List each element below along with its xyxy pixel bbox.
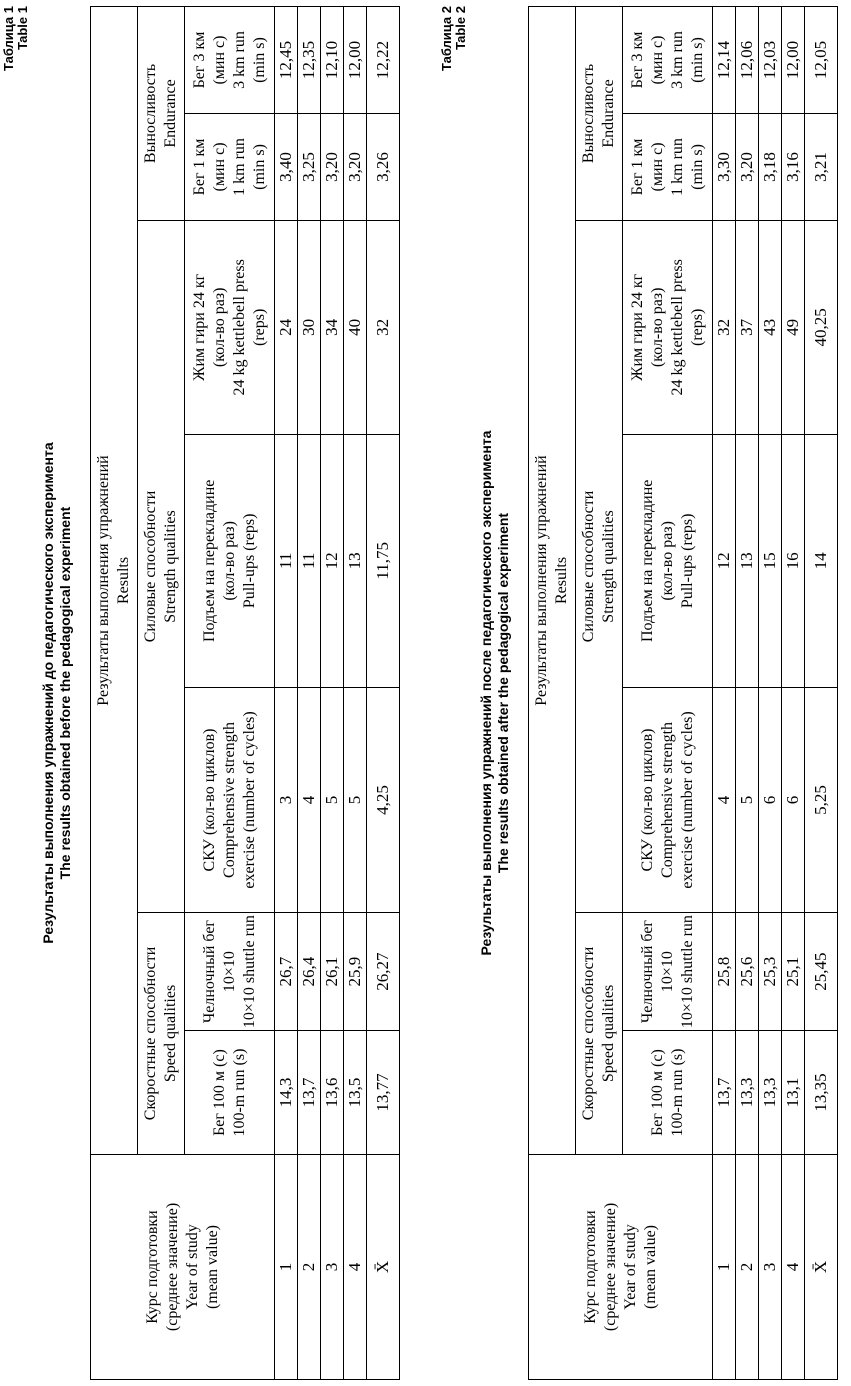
run-1km-cell: 3,40: [275, 114, 298, 221]
sku-cell: 5: [736, 687, 759, 912]
endurance-header: Выносливость Endurance: [138, 7, 185, 221]
kettlebell-press-cell: 43: [759, 220, 782, 434]
sku-cell: 4: [713, 687, 736, 912]
kettlebell-press-cell: 37: [736, 220, 759, 434]
run-3km-cell: 12,00: [344, 7, 367, 114]
shuttle-run-cell: 25,8: [713, 913, 736, 1031]
table-1-number: [2, 6, 30, 71]
run-100m-cell: 13,1: [782, 1031, 805, 1155]
run-100m-cell: 13,7: [713, 1031, 736, 1155]
sku-cell: 6: [782, 687, 805, 912]
table-title-en: The results obtained before the pedagogical experiment: [57, 506, 73, 880]
strength-qualities-header: Силовые способности Strength qualities: [576, 220, 623, 912]
kettlebell-press-cell: 30: [298, 220, 321, 434]
pull-ups-cell: 14: [805, 434, 838, 687]
shuttle-run-cell: 25,1: [782, 913, 805, 1031]
table-title-en: The results obtained after the pedagogical experiment: [495, 512, 511, 874]
sku-header: СКУ (кол-во циклов) Comprehensive strength exercise (number of cycles): [185, 687, 275, 912]
run-1km-header: Бег 1 км (мин с) 1 km run (min s): [623, 114, 713, 221]
year-cell: 4: [344, 1154, 367, 1379]
run-100m-cell: 13,6: [321, 1031, 344, 1155]
run-100m-header: Бег 100 м (с) 100-m run (s): [185, 1031, 275, 1155]
results-header: Результаты выполнения упражнений Results: [91, 7, 138, 1155]
table-title-ru: Результаты выполнения упражнений после педагогического эксперимента: [478, 430, 494, 956]
run-100m-cell: 13,7: [298, 1031, 321, 1155]
shuttle-run-cell: 25,45: [805, 913, 838, 1031]
table-row: [275, 7, 298, 1380]
kettlebell-press-cell: 32: [713, 220, 736, 434]
table-2-title: [478, 0, 512, 1386]
table-1-title: [40, 0, 74, 1386]
table-row: [782, 7, 805, 1380]
kettlebell-press-cell: 40: [344, 220, 367, 434]
run-3km-cell: 12,35: [298, 7, 321, 114]
run-3km-cell: 12,05: [805, 7, 838, 114]
table-2-number: [440, 6, 468, 71]
pull-ups-cell: 15: [759, 434, 782, 687]
sku-cell: 4: [298, 687, 321, 912]
table-number-ru: Таблица 2: [439, 6, 454, 72]
table-number-ru: Таблица 1: [1, 6, 16, 72]
sku-cell: 3: [275, 687, 298, 912]
run-1km-cell: 3,21: [805, 114, 838, 221]
run-1km-cell: 3,16: [782, 114, 805, 221]
mean-symbol-cell: X̄: [367, 1154, 400, 1379]
run-3km-cell: 12,03: [759, 7, 782, 114]
results-table-2: [528, 6, 838, 1380]
year-cell: 2: [736, 1154, 759, 1379]
run-1km-cell: 3,20: [736, 114, 759, 221]
shuttle-run-cell: 26,7: [275, 913, 298, 1031]
run-3km-cell: 12,45: [275, 7, 298, 114]
pull-ups-header: Подъем на перекладине (кол-во раз) Pull-ups (reps): [185, 434, 275, 687]
shuttle-run-cell: 26,27: [367, 913, 400, 1031]
kettlebell-press-cell: 40,25: [805, 220, 838, 434]
speed-qualities-header: Скоростные способности Speed qualities: [576, 913, 623, 1155]
table-row: [759, 7, 782, 1380]
sku-cell: 5,25: [805, 687, 838, 912]
run-100m-cell: 14,3: [275, 1031, 298, 1155]
kettlebell-press-cell: 32: [367, 220, 400, 434]
run-1km-cell: 3,20: [344, 114, 367, 221]
pull-ups-cell: 12: [321, 434, 344, 687]
sku-cell: 6: [759, 687, 782, 912]
run-100m-header: Бег 100 м (с) 100-m run (s): [623, 1031, 713, 1155]
run-100m-cell: 13,35: [805, 1031, 838, 1155]
year-of-study-header: Курс подготовки (среднее значение) Year of study (mean value): [91, 1154, 275, 1379]
results-header: Результаты выполнения упражнений Results: [529, 7, 576, 1155]
table-row: [321, 7, 344, 1380]
results-table-1: [90, 6, 400, 1380]
speed-qualities-header: Скоростные способности Speed qualities: [138, 913, 185, 1155]
run-3km-header: Бег 3 км (мин с) 3 km run (min s): [623, 7, 713, 114]
year-of-study-header: Курс подготовки (среднее значение) Year of study (mean value): [529, 1154, 713, 1379]
run-100m-cell: 13,3: [759, 1031, 782, 1155]
pull-ups-cell: 11,75: [367, 434, 400, 687]
kettlebell-press-cell: 34: [321, 220, 344, 434]
year-cell: 1: [713, 1154, 736, 1379]
shuttle-run-cell: 26,1: [321, 913, 344, 1031]
run-3km-cell: 12,22: [367, 7, 400, 114]
kettlebell-press-header: Жим гири 24 кг (кол-во раз) 24 kg kettlebell press (reps): [185, 220, 275, 434]
mean-row: [367, 7, 400, 1380]
year-cell: 3: [321, 1154, 344, 1379]
run-1km-cell: 3,20: [321, 114, 344, 221]
table-row: [736, 7, 759, 1380]
run-1km-cell: 3,30: [713, 114, 736, 221]
table-row: [713, 7, 736, 1380]
run-1km-cell: 3,18: [759, 114, 782, 221]
year-cell: 1: [275, 1154, 298, 1379]
run-3km-cell: 12,06: [736, 7, 759, 114]
year-cell: 2: [298, 1154, 321, 1379]
pull-ups-cell: 11: [298, 434, 321, 687]
shuttle-run-cell: 25,9: [344, 913, 367, 1031]
shuttle-run-cell: 25,3: [759, 913, 782, 1031]
shuttle-run-header: Челночный бег 10×10 10×10 shuttle run: [623, 913, 713, 1031]
run-100m-cell: 13,5: [344, 1031, 367, 1155]
pull-ups-cell: 12: [713, 434, 736, 687]
run-3km-header: Бег 3 км (мин с) 3 km run (min s): [185, 7, 275, 114]
run-1km-header: Бег 1 км (мин с) 1 km run (min s): [185, 114, 275, 221]
run-1km-cell: 3,26: [367, 114, 400, 221]
mean-row: [805, 7, 838, 1380]
table-row: [344, 7, 367, 1380]
pull-ups-header: Подъем на перекладине (кол-во раз) Pull-ups (reps): [623, 434, 713, 687]
shuttle-run-cell: 25,6: [736, 913, 759, 1031]
run-3km-cell: 12,10: [321, 7, 344, 114]
sku-cell: 4,25: [367, 687, 400, 912]
pull-ups-cell: 13: [344, 434, 367, 687]
kettlebell-press-cell: 49: [782, 220, 805, 434]
shuttle-run-cell: 26,4: [298, 913, 321, 1031]
run-100m-cell: 13,77: [367, 1031, 400, 1155]
table-row: [298, 7, 321, 1380]
pull-ups-cell: 16: [782, 434, 805, 687]
table-number-en: Table 1: [15, 6, 30, 50]
run-3km-cell: 12,00: [782, 7, 805, 114]
year-cell: 3: [759, 1154, 782, 1379]
pull-ups-cell: 13: [736, 434, 759, 687]
year-cell: 4: [782, 1154, 805, 1379]
run-3km-cell: 12,14: [713, 7, 736, 114]
shuttle-run-header: Челночный бег 10×10 10×10 shuttle run: [185, 913, 275, 1031]
sku-header: СКУ (кол-во циклов) Comprehensive strength exercise (number of cycles): [623, 687, 713, 912]
table-title-ru: Результаты выполнения упражнений до педагогического эксперимента: [40, 442, 56, 944]
pull-ups-cell: 11: [275, 434, 298, 687]
sku-cell: 5: [344, 687, 367, 912]
run-1km-cell: 3,25: [298, 114, 321, 221]
table-number-en: Table 2: [453, 6, 468, 50]
kettlebell-press-cell: 24: [275, 220, 298, 434]
sku-cell: 5: [321, 687, 344, 912]
kettlebell-press-header: Жим гири 24 кг (кол-во раз) 24 kg kettlebell press (reps): [623, 220, 713, 434]
run-100m-cell: 13,3: [736, 1031, 759, 1155]
endurance-header: Выносливость Endurance: [576, 7, 623, 221]
strength-qualities-header: Силовые способности Strength qualities: [138, 220, 185, 912]
mean-symbol-cell: X̄: [805, 1154, 838, 1379]
